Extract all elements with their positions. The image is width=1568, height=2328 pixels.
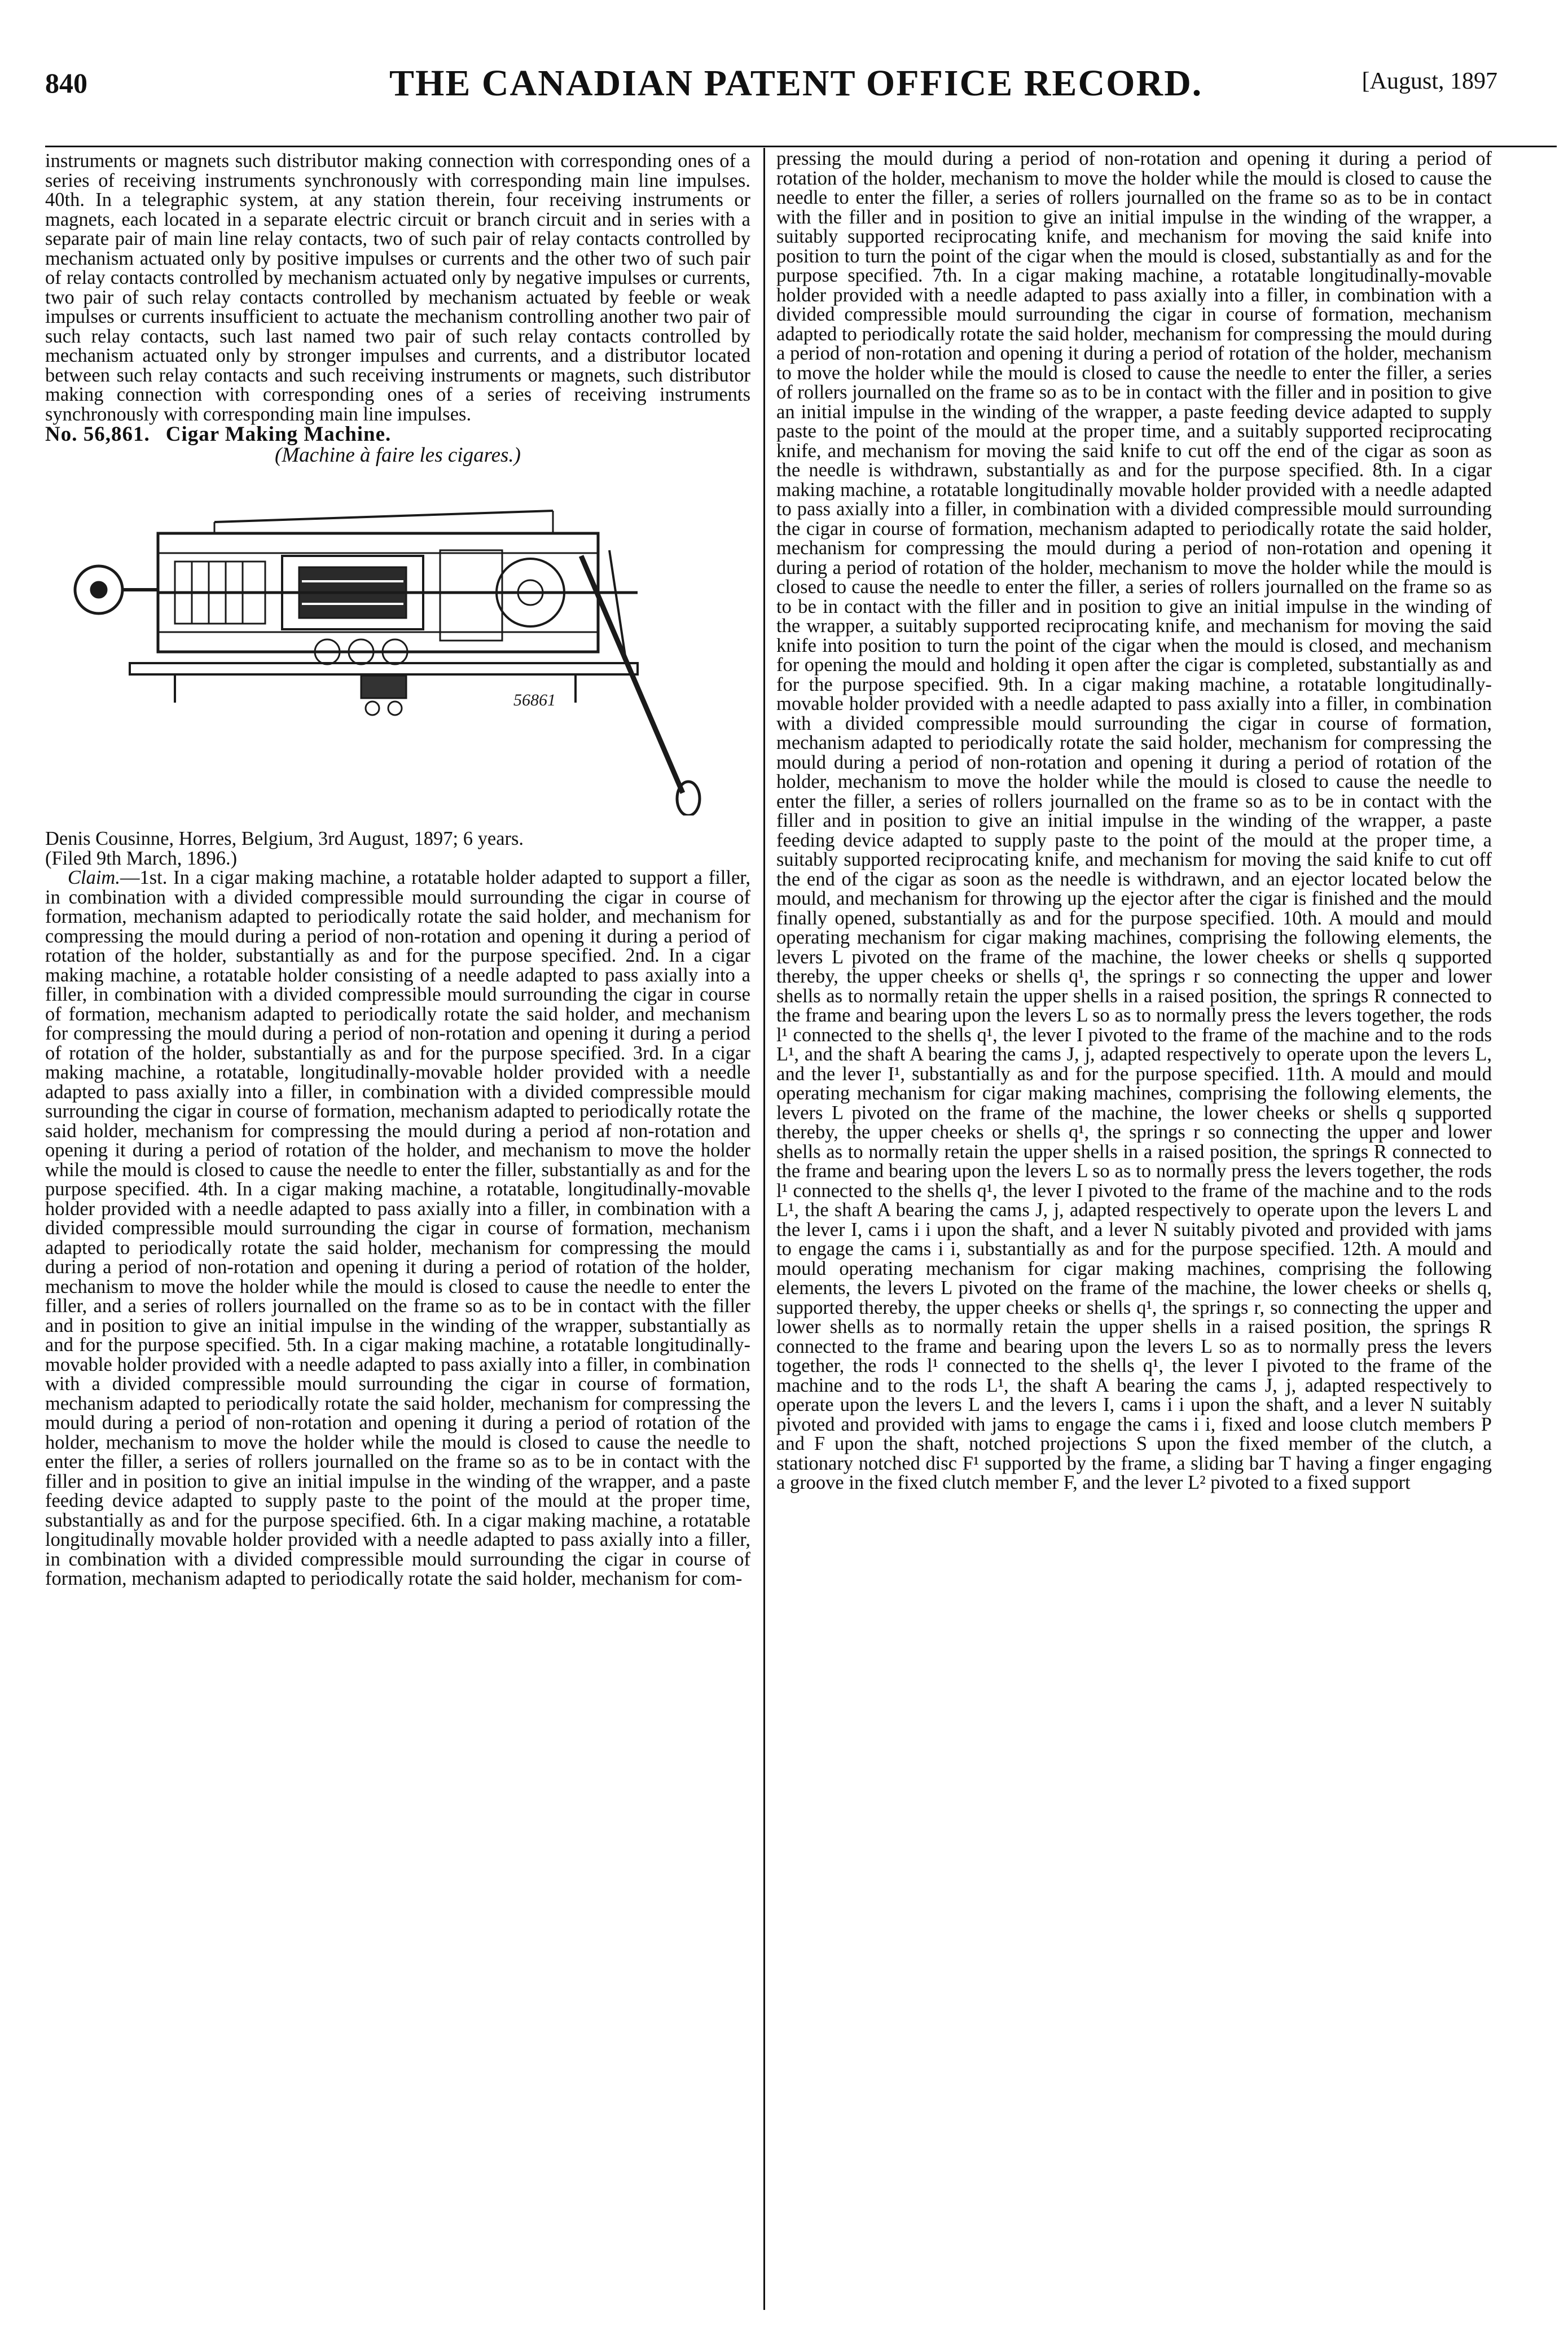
filed-line: (Filed 9th March, 1896.) <box>45 847 238 869</box>
claims-paragraph <box>45 868 750 1589</box>
running-title: THE CANADIAN PATENT OFFICE RECORD. <box>389 63 1203 104</box>
continued-claim-text: instruments or magnets such distributor making connection with corresponding ones of a series of receiving instruments synchronously with corresponding main line impulses. 40th. In a telegraphic system, at any station therein, four receiving instruments or magnets, each located in a separate electric circuit or branch circuit and in series with a separate pair of main line relay contacts, two of such pair of relay contacts controlled by mechanism actuated only by positive impulses or currents and the other two of such pair of relay contacts controlled by mechanism actuated only by negative impulses or currents, two pair of such relay contacts controlled by mechanism actuated by feeble or weak impulses or currents insufficient to actuate the mechanism controlling another two pair of such relay contacts, such last named two pair of such relay contacts controlled by mechanism actuated only by stronger impulses and currents, and a distributor located between such relay contacts and such receiving instruments or magnets, such distributor making connection with corresponding ones of a series of receiving instruments synchronously with corresponding main line impulses. <box>45 150 750 425</box>
figure-number-label: 56861 <box>513 691 556 709</box>
right-column <box>776 149 1492 1493</box>
issue-date: [August, 1897 <box>1361 68 1497 94</box>
patent-heading <box>45 424 750 445</box>
inventor-line: Denis Cousinne, Horres, Belgium, 3rd August, 1897; 6 years. <box>45 828 524 849</box>
right-column-claims-text: pressing the mould during a period of non-rotation and opening it during a period of rotation of the holder, mechanism to move the holder while the mould is closed to cause the needle to enter the filler, a series of rollers journalled on the frame so as to be in contact with the filler and in position to give an initial impulse in the winding of the wrapper, a suitably supported reciprocating knife, and mechanism for moving the said knife into position to turn the point of the cigar when the mould is closed, substantially as and for the purpose specified. 7th. In a cigar making machine, a rotatable longitudinally-movable holder provided with a needle adapted to pass axially into a filler, in combination with a divided compressible mould surrounding the cigar in course of formation, mechanism adapted to periodically rotate the said holder, mechanism for compressing the mould during a period of non-rotation and opening it during a period of rotation of the holder, mechanism to move the holder while the mould is closed to cause the needle to enter the filler, a series of rollers journalled on the frame so as to be in contact with the filler and in position to give an initial impulse in the winding of the wrapper, a paste feeding device adapted to supply paste to the point of the mould at the proper time, and a suitably supported reciprocating knife, and mechanism for moving the said knife to cut off the end of the cigar as soon as the needle is withdrawn, substantially as and for the purpose specified. 8th. In a cigar making machine, a rotatable longitudinally movable holder provided with a needle adapted to pass axially into a filler, in combination with a divided compressible mould surrounding the cigar in course of formation, mechanism adapted to periodically rotate the said holder, mechanism for compressing the mould during a period of non-rotation and opening it during a period of rotation of the holder, mechanism to move the holder while the mould is closed to cause the needle to enter the filler, a series of rollers journalled on the frame so as to be in contact with the filler and in position to give an initial impulse in the winding of the wrapper, a suitably supported reciprocating knife, and mechanism for moving the said knife into position to turn the point of the cigar when the mould is closed, and mechanism for opening the mould and holding it open after the cigar is completed, substantially as and for the purpose specified. 9th. In a cigar making machine, a rotatable longitudinally-movable holder provided with a needle adapted to pass axially into a filler, in combination with a divided compressible mould surrounding the cigar in course of formation, mechanism adapted to periodically rotate the said holder, mechanism for compressing the mould during a period of non-rotation and opening it during a period of rotation of the holder, mechanism to move the holder while the mould is closed to cause the needle to enter the filler, a series of rollers journalled on the frame so as to be in contact with the filler and in position to give an initial impulse in the winding of the wrapper, a paste feeding device adapted to supply paste to the point of the mould at the proper time, a suitably supported reciprocating knife, and mechanism for moving the said knife to cut off the end of the cigar as soon as the needle is withdrawn, and an ejector located below the mould, and mechanism for throwing up the ejector after the cigar is finished and the mould finally opened, substantially as and for the purpose specified. 10th. A mould and mould operating mechanism for cigar making machines, comprising the following elements, the levers L pivoted on the frame of the machine, the lower cheeks or shells q supported thereby, the upper cheeks or shells q¹, the springs r so connecting the upper and lower shells as to normally retain the upper shells in a raised position, the springs R connected to the frame and bearing upon the levers L so as to normally press the levers together, the rods l¹ connected to the shells q¹, the lever I pivoted to the frame of the machine and to the rods L¹, and the shaft A bearing the cams J, j, adapted respectively to operate upon the levers L, and the lever I¹, substantially as and for the purpose specified. 11th. A mould and mould operating mechanism for cigar making machines, comprising the following elements, the levers L pivoted on the frame of the machine, the lower cheeks or shells q supported thereby, the upper cheeks or shells q¹, the springs r so connecting the upper and lower shells as to normally retain the upper shells in a raised position, the springs R connected to the frame and bearing upon the levers L so as to normally press the levers together, the rods l¹ connected to the shells q¹, the lever I pivoted to the frame of the machine and to the rods L¹, the shaft A bearing the cams J, j, adapted respectively to operate upon the levers L and the lever I, cams i i upon the shaft, and a lever N suitably pivoted and provided with jams to engage the cams i i, substantially as and for the purpose specified. 12th. A mould and mould operating mechanism for cigar making machines, comprising the following elements, the levers L pivoted on the frame of the machine, the lower cheeks or shells q, supported thereby, the upper cheeks or shells q¹, the springs r, so connecting the upper and lower shells as to normally retain the upper shells in a raised position, the springs R connected to the frame and bearing upon the levers L so as to normally press the levers together, the rods l¹ connected to the shells q¹, the lever I pivoted to the frame of the machine and to the rods L¹, the shaft A bearing the cams J, j, adapted respectively to operate upon the levers L and the levers I, cams i i upon the shaft, and a lever N suitably pivoted and provided with jams to engage the cams i i, fixed and loose clutch members P and F upon the shaft, notched projections S upon the fixed member of the clutch, a stationary notched disc F¹ supported by the frame, a sliding bar T having a finger engaging a groove in the fixed clutch member F, and the lever L² pivoted to a fixed support <box>776 148 1492 1493</box>
header-rule <box>45 146 1557 147</box>
patent-french-title: (Machine à faire les cigares.) <box>275 444 521 467</box>
patent-number: No. 56,861. <box>45 423 150 446</box>
page-number: 840 <box>45 67 87 99</box>
claim-label: Claim. <box>68 867 120 888</box>
patent-title: Cigar Making Machine. <box>165 423 392 446</box>
cigar-machine-drawing-icon <box>45 477 750 816</box>
page-header <box>0 63 1568 117</box>
claims-text: —1st. In a cigar making machine, a rotatable holder adapted to support a filler, in combination with a divided compressible mould surrounding the cigar in course of formation, mechanism adapted to periodically rotate the said holder, and mechanism for compressing the mould during a period of non-rotation and opening it during a period of rotation of the holder, substantially as and for the purpose specified. 2nd. In a cigar making machine, a rotatable holder consisting of a needle adapted to pass axially into a filler, in combination with a divided compressible mould surrounding the cigar in course of formation, mechanism adapted to periodically rotate the said holder, and mechanism for compressing the mould during a period of non-rotation and opening it during a period of rotation of the holder, substantially as and for the purpose specified. 3rd. In a cigar making machine, a rotatable, longitudinally-movable holder provided with a needle adapted to pass axially into a filler, in combination with a divided compressible mould surrounding the cigar in course of formation, mechanism adapted to periodically rotate the said holder, mechanism for compressing the mould during a period af non-rotation and opening it during a period of rotation of the holder, and mechanism to move the holder while the mould is closed to cause the needle to enter the filler, substantially as and for the purpose specified. 4th. In a cigar making machine, a rotatable, longitudinally-movable holder provided with a needle adapted to pass axially into a filler, in combination with a divided compressible mould surrounding the cigar in course of formation, mechanism adapted to periodically rotate the said holder, mechanism for compressing the mould during a period of non-rotation and opening it during a period of rotation of the holder, mechanism to move the holder while the mould is closed to cause the needle to enter the filler, and a series of rollers journalled on the frame so as to be in contact with the filler and in position to give an initial impulse in the winding of the wrapper, substantially as and for the purpose specified. 5th. In a cigar making machine, a rotatable longitudinally-movable holder provided with a needle adapted to pass axially into a filler, in combination with a divided compressible mould surrounding the cigar in course of formation, mechanism adapted to periodically rotate the said holder, mechanism for compressing the mould during a period of non-rotation and opening it during a period of rotation of the holder, mechanism to move the holder while the mould is closed to cause the needle to enter the filler, a series of rollers journalled on the frame so as to be in contact with the filler and in position to give an initial impulse in the winding of the wrapper, and a paste feeding device adapted to supply paste to the point of the mould at the proper time, substantially as and for the purpose specified. 6th. In a cigar making machine, a rotatable longitudinally movable holder provided with a needle adapted to pass axially into a filler, in combination with a divided compressible mould surrounding the cigar in course of formation, mechanism adapted to periodically rotate the said holder, mechanism for com- <box>45 867 750 1589</box>
column-divider <box>763 148 765 2310</box>
left-column <box>45 151 750 1589</box>
